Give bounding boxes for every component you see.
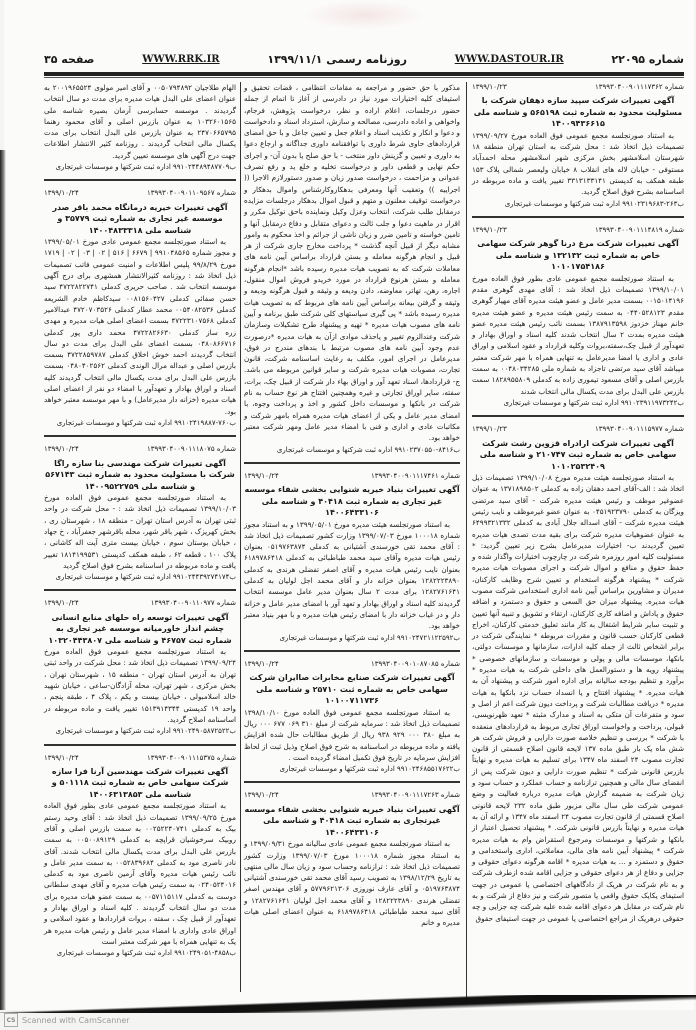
notice-body: به استناد صورتجلسه مجمع عمومی فوق العاده مورخ ۱۳۹۹/۰۹/۲۴ تصمیمات ذیل اتخاذ شد : محل شرکت در واحد ثبتی تهران به آدرس استان تهران - منطقه ۱۵ ، شهرستان تهران ، بخش مرکزی ، شهر تهران، محله آزادگان-ساعی ، خیابان شهید خالد اسلامبولی ، خیابان بیست و یکم ، پلاک ۴ ، طبقه پنجم ، واحد ۱۹ کدپستی ۱۵۱۳۹۱۴۳۴۴ تغییر یافت و ماده مربوطه در اساسنامه اصلاح گردید. <box>44 647 237 724</box>
notice-footer: ب۷۶۰-۹۹۱۰۲۴۱۹۸۸۷ اداره ثبت شرکتها و موسسات غیرتجاری <box>56 418 236 427</box>
notice-body: به استناد صورتجلسه مجمع عمومی عادی مورخ ۱۳۹۹/۰۵/۰۱ و مجوز شماره ۹۹۱۰۴۸۵۶۵ | ۶۶۷۹ | ۵۱۶ | ۰۲ | ۰۳ | ۰۲ | ۱۷۱۹ مورخ ۹۹/۸/۲۹ پلیس اطلاعات و امنیت عمومی فاتب تصمیمات ذیل اتخاذ شد : روزنامه کثیرالانتشار همشهری برای درج آگهی موسسه انتخاب شد . صاحب حریری کدملی ۴۷۲۲۸۲۲۷۴۱ سید حسن صفائی کدملی ۰۰۸۱۵۶۰۴۲۷ سیدکاظم خادم الشریعه کدملی ۰۰۵۴۰۸۲۵۳۶ محمد عطار کدملی ۴۷۲۰۷۰۳۵۲۶ عبدالامیر کدملی ۴۷۲۲۳۱۰۷۵۶۸ بسمت اعضای اصلی هیات مدیره و مهدی زره ساز کدملی ۴۷۲۲۸۲۶۶۳۰ محمد داری پور کدملی ۰۴۸۰۸۶۶۷۱۶ بسمت اعضای علی البدل برای مدت دو سال انتخاب گردیدند احمد خوش اخلاق کدملی ۴۷۲۲۸۵۹۷۸۷ بسمت بازرس اصلی و عبداله مرال الوندی کدملی ۰۴۸۰۴۰۲۵۶۲ بسمت بازرس علی البدل برای مدت یکسال مالی انتخاب گردیدند کلیه اسناد و اوراق بهادار و تعهدآور با امضاء دو نفر از اعضای اصلی هیات مدیره (خزانه دار مدیرعامل) و با مهر موسسه معتبر خواهد بود. <box>44 237 237 416</box>
notice <box>244 790 460 928</box>
column-middle <box>244 82 460 935</box>
notice-footer: ب۲۶۳-۹۹۱۰۲۳۱۹۶۸۳ اداره ثبت شرکتها و موسسات غیرتجاری <box>504 199 684 208</box>
notice-title: آگهی تغییرات شرکت ارادراه قزوین رشت شرکت سهامی خاص به شماره ثبت ۲۱۰۷۴۷ و شناسه ملی ۱۰۱۰۲۵۳۲۴۰۹ <box>479 438 677 471</box>
notice-title: آگهی تغییرات خیریه درمانگاه محمد باقر صدر موسسه غیر تجاری به شماره ثبت ۳۵۷۷۹ و شناسه ملی ۱۴۰۰۴۸۳۳۳۱۸ <box>52 202 228 235</box>
camscanner-text: Scanned with CamScanner <box>22 1015 130 1025</box>
notice-number: شماره ۱۳۹۹۳۰۴۰۰۹۰۱۱۱۷۳۶۲ <box>594 83 684 91</box>
notice-separator <box>244 462 460 464</box>
notice-number: شماره ۱۳۹۹۳۰۴۰۰۹۰۱۱۰۹۷۷ <box>150 599 236 608</box>
notice-number: شماره ۱۳۹۹۳۰۴۰۰۹۰۱۱۱۵۹۷۷ <box>594 425 684 434</box>
masthead <box>44 48 684 70</box>
notice-body: به استناد صورتجلسه مجمع عمومی عادی سالیانه مورخ ۱۳۹۹/۰۹/۳۱ و به استناد مجوز شماره ۱۰۰۰۱۸ مورخ ۱۳۹۹/۰۷/۰۳ وزارت کشور تصمیمات ذیل اتخاذ شد : ترازنامه وحساب سود و زیان سال مالی منتهی به تاریخ ۱۳۹۸/۱۲/۲۹ به تصویب رسید آقای محمد تقی خورسندی آشتیانی ۰۵۱۹۷۶۳۸۷۴ و آقای عارف نوروزی ۵۷۷۹۶۲۱۳۰۶ و آقای مهندس اصغر تفضلی هرندی ۱۲۸۲۲۲۳۸۹۰ و آقای محمد اجل لولیان ۱۲۸۲۷۶۱۶۴۱ و آقای سید محمد طباطبائی ۶۱۸۹۷۸۶۴۱۸ به عنوان اعضای اصلی هیات مدیره و خانم <box>243 839 460 928</box>
scan-shadow-left <box>0 150 6 1010</box>
notice-date: ۱۳۹۹/۱۰/۲۴ <box>244 471 279 480</box>
site-link-dastour[interactable]: WWW.DASTOUR.IR <box>454 53 564 65</box>
notice-footer: ب۹۹۱۰۲۴۴۸۹۴۸۷۷۰۹ اداره ثبت شرکتها و موسسات غیرتجاری <box>55 163 236 172</box>
notice <box>44 753 236 960</box>
notice-body: به استناد صورتجلسه هیئت مدیره مورخ ۱۳۹۹/۱۰/۰۸ تصمیمات ذیل اتخاذ شد : الف-آقای احمد دهقان زاده به کدملی ۱۳۷۱۸۹۸۵۰۲ به عنوان عضوغیر موظف و رئیس هیئت مدیره شرکت - آقای سید مرتضی ویزگان به کدملی ۰۴۵۱۹۲۳۷۹۰ به عنوان عضو غیرموظف و نایب رئیس هیئت مدیره شرکت - آقای اسداله جلال آبادی به کدملی ۶۴۹۹۳۲۱۳۳۲ به عنوان عضوهیات مدیره شرکت برای بقیه مدت تصدی هیات مدیره تعیین گردیدند ب- اختیارات مدیرعامل بشرح زیر تعیین گردید: * مسئولیت کلیه امور روزمره شرکت در چارچوب اختیارات واگذار شده و حفظ حقوق و منافع و اموال شرکت و اجرای مصوبات هیات مدیره شرکت * پیشنهاد هرگونه استخدام و تعیین شرح وظایف کارکنان، مدیران و مشاورین براساس آیین نامه اداری استخدامی شرکت مصوب هیات مدیره. پیشنهاد میزان حق السعی و حقوق و دستمزد و اضافه حقوق و پاداش و اضافه کاری کارکنان، ارتقاء و تشویق و تنبیه آنها تعیین و تثبیت سایر شرایط اشتغال به کار مانند تعلیق خدمتی کارکنان، اخراج قطعی کارکنان حسب قانون و مقررات مربوطه * نمایندگی شرکت در برابر اشخاص ثالث از جمله کلیه ادارات، سازمانها و موسسات دولتی، بانکها، موسسات مالی و پولی و موسسات و سازمانهای خصوصی * پیشنهاد رویه ها و دستورالعمل های داخلی شرکت به هیات مدیره * برآورد و تنظیم بودجه سالیانه برای اداره امور شرکت و پیشنهاد آن به هیات مدیره. * پیشنهاد افتتاح و یا انسداد حساب نزد بانکها به هیات مدیره * دریافت مطالبات شرکت و پرداخت دیون شرکت اعم از اصل و سود و متفرعات آن متکی به اسناد و مدارک مثبته * تعهد ظهرنویسی، قبولی، پرداخت و واخواست اوراق تجاری مربوط به قراردادهای منعقده با شرکت * بررسی و تنظیم خلاصه صورت دارایی و فروش شرکت هر شش ماه یک بار طبق ماده ۱۳۷ لایحه قانون اصلاح قسمتی از قانون تجارت مصوب ۲۴ اسفند ماه ۱۳۴۷ برای تسلیم به هیات مدیره و نهایتاً بازرس قانونی شرکت * تنظیم صورت دارایی و دیون شرکت پس از انقضای سال مالی و همچنین ترازنامه و حساب عملکرد و حساب سود و زیان شرکت به ضمیمه گزارش هیات مدیره درباره فعالیت و وضع عمومی شرکت طی سال مالی مزبور طبق ماده ۲۳۲ لایحه قانونی اصلاح قسمتی از قانون تجارت مصوب ۲۴ اسفند ماه ۱۳۴۷ و ارائه آن به هیات مدیره و نهایتاً بازرس قانونی شرکت. * پیشنهاد تحصیل اعتبار از بانکها و شرکتها و موسسات ومرجوع استقراض وام به هیات مدیره شرکت * پیشنهاد آیین نامه های مالی، معاملاتی، اداری واستخدامی و حقوق و دستمزد و ... به هیات مدیره * اقامه هرگونه دعوای حقوقی و جزایی و دفاع از هر دعوای حقوقی و جزایی اقامه شده ازطرف شرکت و به نام شرکت در هریک از دادگاههای اختصاصی یا عمومی در جهت استیفای یکایک حقوق واقعی یا متصور شرکت و نیز دفاع از شرکت و به نام شرکت در مقابل هر دعوای اقامه شده علیه شرکت چه جزایی و چه حقوقی درهریک از مراجع اختصاصی یا عمومی در جهت استیفای حقوق <box>472 473 685 923</box>
notice-body: الهام طلاجیان ۰۰۵۰۷۹۴۸۹۲ و آقای امیر مولوی ۲۰۰۱۹۶۵۵۲۴ به عنوان اعضای علی البدل هیات مدیره برای مدت دو سال انتخاب گردیدند . موسسه حسابرسی آرمان بصیره شناسه ملی ۱۰۳۲۶۰۱۵۶۵ به عنوان بازرس اصلی و آقای محمود رهنما ۲۴۷۰۶۶۵۷۹۵ به عنوان بازرس علی البدل انتخاب برای مدت یکسال مالی انتخاب گردیدند . روزنامه کثیر الانتشار اطلاعات جهت درج آگهی های موسسه تعیین گردید. <box>44 83 236 160</box>
column-right <box>472 82 684 930</box>
notice <box>472 424 684 924</box>
notice-body: به استناد صورتجلسه مجمع عمومی فوق العاده مورخ ۱۳۹۹/۰۹/۲۷ تصمیمات ذیل اتخاذ شد : محل شرکت به استان تهران منطقه ۱۸ شهرستان اسلامشهر بخش مرکزی شهر اسلامشهر محله احمدآباد مستوفی - خیابان لاله های انقلاب ۸ خیابان ولیعصر شمالی پلاک ۱۵۳ طبقه همکف به کدپستی ۳۳۱۳۱۳۳۱۴۱ تغییر یافت و ماده مربوطه در اساسنامه بشرح فوق اصلاح گردید. <box>472 130 684 197</box>
notice-date: ۱۳۹۹/۱۰/۲۴ <box>244 659 279 668</box>
notice-separator <box>244 650 460 652</box>
notice-continued <box>244 82 460 456</box>
notice-number: شماره ۱۳۹۹۳۰۴۰۰۹۰۱۱۱۷۴۶۱ <box>370 471 460 480</box>
masthead-rule-thin <box>44 77 684 78</box>
notice-number: شماره ۱۳۹۹۳۰۴۰۰۹۰۱۱۱۸۰۷۵ <box>146 445 236 454</box>
notice-separator <box>44 435 236 437</box>
issue-number: شماره ۲۲۰۹۵ <box>611 52 684 66</box>
notice-footer: ب۹۹۱۰۲۴۶۸۵۵۱۷۶۲۲ اداره ثبت شرکتها و موسسات غیرتجاری <box>279 765 460 774</box>
page-number: صفحه ۳۵ <box>44 52 95 66</box>
scan-shadow-bottom <box>0 995 696 1013</box>
notice-date: ۱۳۹۹/۱۰/۲۳ <box>472 225 507 234</box>
camscanner-watermark <box>4 1013 130 1027</box>
newspaper-page <box>4 0 694 1010</box>
notice-title: آگهی تغییرات شرکت سپید سازه دهقان شرکت با مسئولیت محدود به شماره ثبت ۵۶۵۱۹۸ و شناسه ملی ۱۴۰۰۹۴۳۶۶۱۵ <box>473 96 683 129</box>
notice-date: ۱۳۹۹/۱۰/۲۴ <box>44 189 79 198</box>
camscanner-logo-icon: CS <box>4 1013 18 1027</box>
notice-date: ۱۳۹۹/۱۰/۲۳ <box>472 83 507 91</box>
notice-title: آگهی تغییرات شرکت مهندسین آرنا فرا سازه شرکت سهامی خاص به شماره ثبت ۵۰۱۱۱۸ و شناسه ملی ۱۴۰۰۶۳۱۳۸۵۳ <box>51 766 229 799</box>
notice-footer: ب۴۸۵۸-۹۹۱۰۲۴۹۰۵۱ اداره ثبت شرکتها و موسسات غیرتجاری <box>56 949 236 958</box>
notice-date: ۱۳۹۹/۱۰/۲۴ <box>44 445 79 454</box>
notice-footer: ب۸۴۱۶-۹۹۱۰۲۳۷۰۵۵۰ اداره ثبت شرکتها و موسسات غیرتجاری <box>276 445 460 454</box>
notice-date: ۱۳۹۹/۱۰/۲۴ <box>44 753 79 762</box>
site-link-rrk[interactable]: WWW.RRK.IR <box>142 53 220 65</box>
ink-stamp-smudge <box>304 0 424 30</box>
notice-title: آگهی تغییرات شرکت مرغ درنا گوهر شرکت سهامی خاص به شماره ثبت ۱۳۲۱۳۲ و شناسه ملی ۱۰۱۰۱۷۵۴۱۸۶ <box>477 239 679 272</box>
column-divider <box>466 82 467 1002</box>
notice <box>244 471 460 644</box>
notice-date: ۱۳۹۹/۱۰/۲۴ <box>44 599 79 608</box>
notice-footer: ب۹۹۱۰۲۴۷۲۱۱۲۲۵۹۲ اداره ثبت شرکتها و موسسات غیرتجاری <box>279 633 460 642</box>
notice-date: ۱۳۹۹/۱۰/۲۴ <box>244 791 279 800</box>
notice <box>44 188 236 429</box>
notice-body: به استناد صورتجلسه مجمع عمومی فوق العاده مورخ ۱۳۹۹/۱۰/۰۳ تصمیمات ذیل اتخاذ شد : - محل شرکت در واحد ثبتی تهران به آدرس استان تهران - منطقه ۱۸ ، شهرستان ری ، بخش کهریزک ، شهر باقر شهر، محله باقرشهر جعفرآباد ، خ جهاد ، خیابان بوستان سوم ، خیابان بیست متری آیت اله کاشانی ، پلاک ۱۰۰ ، قطعه ۶۲ ، طبقه همکف کدپستی ۱۸۱۴۱۹۹۵۳۱ تغییر یافت و ماده مربوطه در اساسنامه بشرح فوق اصلاح گردید <box>44 493 236 570</box>
notice-body: مذکور با حق حضور و مراجعه به مقامات انتظامی ، قضات تحقیق و استیفای کلیه اختیارات مورد نیاز در دادرسی از آغاز تا اتمام از جمله حضور درجلسات، اعلام اراده و نظر، درخواست پژوهش، فرجام، واخواهی و اعاده دادرسی، مصالحه و سازش، استرداد اسناد و دادخواست و دعوا و انکار و تکذیب اسناد و اعلام جعل و تعیین جاعل و با حق امضای قراردادهای حاوی شرط داوری یا توافقنامه داوری جداگانه و ارجاع دعوا به داوری و تعیین و گزینش داور منتخب - با حق صلح یا بدون آن- و اجرای حکم نهایی و قطعی داور و درخواست تخلیه و خلع ید و رفع تصرف عدوانی و مزاحمت ، درخواست صدور زیان و صدور دستورلازم الاجرا (( اجراییه )) وتعقیب آنها ومعرفی بدهکاروکارشناس واموال بدهکار و درخواست توقیف معلنون و متهم و قبول اموال بدهکار درجلسات مزایده درمقابل طلب شرکت، انتخاب وعزل وکیل ونماینده باحق توکیل مکرر و اقرار در ماهیت دعوا و جلب ثالث و دعوای متقابل و دفاع درمقابل آنها و تامین خواسته و تامین ضرر و زیان ناشی از جرائم و اخذ محکوم به وامور مشابه دیگر از قبیل آنچه گذشت * پرداخت مخارج جاری شرکت از هر قبیل و انجام هرگونه معامله و بستن قرارداد براساس آیین نامه های معاملات شرکت که به تصویب هیات مدیره رسیده باشد *انجام هرگونه معامله و بستن هرنوع قرارداد در مورد خریدو فروش اموال منقول، اجاره، رهن، تهاتر، معاوضه، دادن ودیعه و وثیقه و قبول هرگونه ودیعه و وثیقه و گرفتن بیعانه براساس آیین نامه های مربوط که به تصویب هیات مدیره رسیده باشد * پی گیری سیاستهای کلی شرکت طبق برنامه و آیین نامه های مصوب هیات مدیره * تهیه و پیشنهاد طرح تشکیلات وسازمان شرکت وعندالزوم تغییر و یاحذف موادی ازآن به هیات مدیره *درصورت عدم وجود آیین نامه های مصوب مرتبط با بندهای مندرج در فوق، مدیرعامل در اجرای امور، مکلف به رعایت اساسنامه شرکت، قانون تجارت، مصوبات هیات مدیره شرکت و سایر قوانین مربوطه می باشد. ج- قراردادها، اسناد تعهد آور و اوراق بهاء دار شرکت از قبیل چک، برات، سفته، سایر اوراق تجارتی و غیره وهمچنین افتتاح هر نوع حساب به نام شرکت در بانکها و موسسات داخل کشور و اخذ و پرداخت وجوه، با امضای مدیر عامل و یکی از اعضای هیات مدیره همراه بامهر شرکت و مکاتبات عادی و اداری و فنی با امضاء مدیر عامل ومهر شرکت معتبر خواهد بود. <box>244 83 460 443</box>
notice-separator <box>44 589 236 591</box>
notice-date: ۱۳۹۹/۱۰/۲۳ <box>472 425 507 434</box>
notice-body: به استناد صورتجلسه مجمع عمومی فوق العاده مورخ ۱۳۹۸/۱۰/۱۰ تصمیمات ذیل اتخاذ شد : سرمایه شرکت از مبلغ ۳۱۰ ۰۶۹ ۶۷۷ ۰۰۰ ریال به مبلغ ۳۸۰ ۰۰۰ ۹۲۹ ۹۳۸ ریال از طریق مطالبات حال شده افزایش یافته و ماده مربوطه در اساسنامه به شرح فوق اصلاح وذیل ثبت از لحاظ افزایش سرمایه در تاریخ فوق تکمیل امضاء گردیده است . <box>244 707 460 762</box>
notice-separator <box>44 179 236 181</box>
notice <box>244 659 460 776</box>
notice-number: شماره ۱۳۹۹۳۰۴۰۰۹۰۱۱۱۷۲۶۳ <box>370 791 460 800</box>
notice-footer: ب۹۹۱۰۲۴۹۰۵۸۷۲۵۲۲ اداره ثبت شرکتها و موسسات غیرتجاری <box>55 727 236 736</box>
notice-separator <box>44 744 236 746</box>
notice-body: به استناد صورتجلسه مجمع عمومی عادی بطور فوق العاده مورخ ۱۳۹۹/۱۰/۰۱ تصمیمات ذیل اتخاذ شد : آقای مهدی گوهری مقدم ۰۰۱۵۰۱۴۱۹۶ بسمت مدیر عامل و عضو هیئت مدیره آقای مهیار گوهری مقدم ۰۴۴۰۵۲۸۱۲۳ به سمت رئیس هیئت مدیره و عضو هیئت مدیره خانم مهناز خزدوز ۱۳۸۷۹۱۳۵۹۸ بسمت نائب رئیس هیئت مدیره عضو هیئت مدیره بمدت ۲ سال انتخاب شدند کلیه اسناد و اوراق بهادار و تعهدآور از قبیل چک،سفته،بروات وکلیه قرارداد و عقود اسلامی و اوراق عادی و اداری با امضا مدیرعامل به تنهایی همراه با مهر شرکت معتبر میباشد آقای سید مرتضی تاجزاد به شماره ملی ۰۰۴۸۰۳۴۲۸۵ به سمت بازرس اصلی و آقای مسعود تیموری زاده به کدملی ۱۸۲۸۹۵۵۸۰۹ سمت بازرس علی البدل برای مدت یکسال مالی انتخاب شدند <box>472 273 684 396</box>
notice-number: شماره ۱۳۹۹۳۰۴۰۰۹۰۱۱۰۹۵۶۷ <box>146 189 236 198</box>
notice-separator <box>472 216 684 218</box>
notice-body: به استناد صورتجلسه مجمع عمومی عادی بطور فوق العاده مورخ ۱۳۹۹/۰۹/۲۵ تصمیمات ذیل اتخاذ شد : آقای وحید رستم بیک به کدملی ۰۰۲۵۲۲۴۰۷۴۱ به سمت بازرس اصلی و آقای روبیک سرخوشیان قراپچه به کدملی ۰۰۵۰۰۸۹۱۲۹ به سمت بازرس علی البدل برای مدت یکسال مالی انتخاب شدند. آقای نادر ناصری مود به کدملی ۰۰۵۲۸۳۹۶۸۴ به سمت مدیر عامل و نائب رئیس هیات مدیره وآقای آرمین ناصری مود به کدملی ۰۲۴۰۵۲۴۰۱۶ به سمت رئیس هیات مدیره و آقای مهدی سلطانی دوست به کدملی ۰۰۵۷۱۱۵۱۱۷ به سمت عضو هیات مدیره برای مدت دو سال انتخاب گردیدند . کلیه اسناد و اوراق بهادار و تعهدآور از قبیل چک ، سفته ، بروات قراردادها و عقود اسلامی و اوراق عادی واداری با امضاء مدیر عامل و رئیس هیات مدیره هر یک به تنهایی همراه با مهر شرکت معتبر است <box>44 801 236 946</box>
notice-title: آگهی تغییرات بنیاد خیریه شنوایی بخشی شفاء موسسه غیر تجاری به شماره ثبت ۴۰۴۱۸ و شناسه ملی ۱۴۰۰۶۴۳۳۱۰۶ <box>244 485 460 518</box>
notice-separator <box>244 781 460 783</box>
notice-number: شماره ۱۳۹۹۳۰۴۰۰۹۰۱۱۱۵۳۷۵ <box>146 753 236 762</box>
column-divider <box>240 82 241 992</box>
notice-number: شماره ۱۳۹۹۳۰۴۰۰۹۰۱۱۱۴۸۱۹ <box>594 225 684 234</box>
masthead-rule <box>44 72 684 76</box>
notice-number: شماره ۱۳۹۹۳۰۴۰۰۹۰۱۰۸۷۰۸۵ <box>370 659 460 668</box>
notice-footer: ب۹۹۱۰۲۳۹۱۱۹۷۳۲۴۲ اداره ثبت شرکتها و موسسات غیرتجاری <box>503 398 684 407</box>
notice <box>472 82 684 210</box>
notice-body: به استناد صورتجلسه هیئت مدیره مورخ ۱۳۹۹/۰۵/۰۱ و به استناد مجوز شماره ۱۰۰۰۱۸ مورخ ۱۳۹۹/۰۷/۰۳ وزارت کشور تصمیمات ذیل اتخاذ شد : آقای محمد تقی خورسندی آشتیانی به کدملی ۰۵۱۹۷۶۳۸۷۴ بعنوان رئیس هیات مدیره وآقای سید محمد طباطبائی به کدملی ۶۱۸۹۷۸۶۴۱۸ بعنوان نایب رئیس هیات مدیره و آقای اصغر تفضلی هرندی به کدملی ۱۲۸۲۲۲۳۸۹۰ بعنوان خزانه دار و آقای محمد اجل لولیان به کدملی ۱۲۸۲۷۶۱۶۴۱ برای مدت ۲ سال بعنوان مدیر عامل موسسه انتخاب گردیدند کلیه اسناد و اوراق بهادار و تعهد آور با امضای مدیر عامل و خزانه دار و در غیاب خزانه دار با امضای رئیس هیات مدیره و با مهر بنیاد معتبر خواهد بود. <box>244 519 460 631</box>
notice-title: آگهی تغییرات شرکت صنایع مخابرات صاایران شرکت سهامی خاص به شماره ثبت ۲۵۷۱۰ و شناسه ملی ۱۰۱۰۰۷۱۱۷۳۶ <box>249 673 455 706</box>
notice-title: آگهی تغییرات بنیاد خیریه شنوایی بخشی شفاء موسسه غیرتجاری به شماره ثبت ۴۰۴۱۸ و شناسه ملی ۱۴۰۰۶۴۳۳۱۰۶ <box>244 804 460 837</box>
column-left <box>44 82 236 966</box>
notice <box>44 598 236 737</box>
notice-continued <box>44 82 236 173</box>
notice <box>472 225 684 409</box>
notice-title: آگهی تغییرات شرکت مهندسی بنا سازه راگا شرکت با مسئولیت محدود به شماره ثبت ۵۶۷۱۴۳ و شناسه ملی ۱۴۰۰۹۵۲۲۷۵۹ <box>45 458 235 491</box>
notice <box>44 444 236 583</box>
notice-footer: ب۹۹۱۰۲۴۴۳۹۲۷۴۱۷۴ اداره ثبت شرکتها و موسسات غیرتجاری <box>55 573 236 582</box>
notice-title: آگهی تغییرات توسعه راه حلهای منابع انسانی چشم انداز خاورمیانه موسسه غیر تجاری به شماره ثبت ۴۶۷۵۷ و شناسه ملی ۱۰۳۲۰۴۴۳۸۰۷ <box>48 612 232 645</box>
notice-separator <box>472 415 684 417</box>
paper-name-date: روزنامه رسمی ۱۳۹۹/۱۱/۱ <box>267 52 407 66</box>
